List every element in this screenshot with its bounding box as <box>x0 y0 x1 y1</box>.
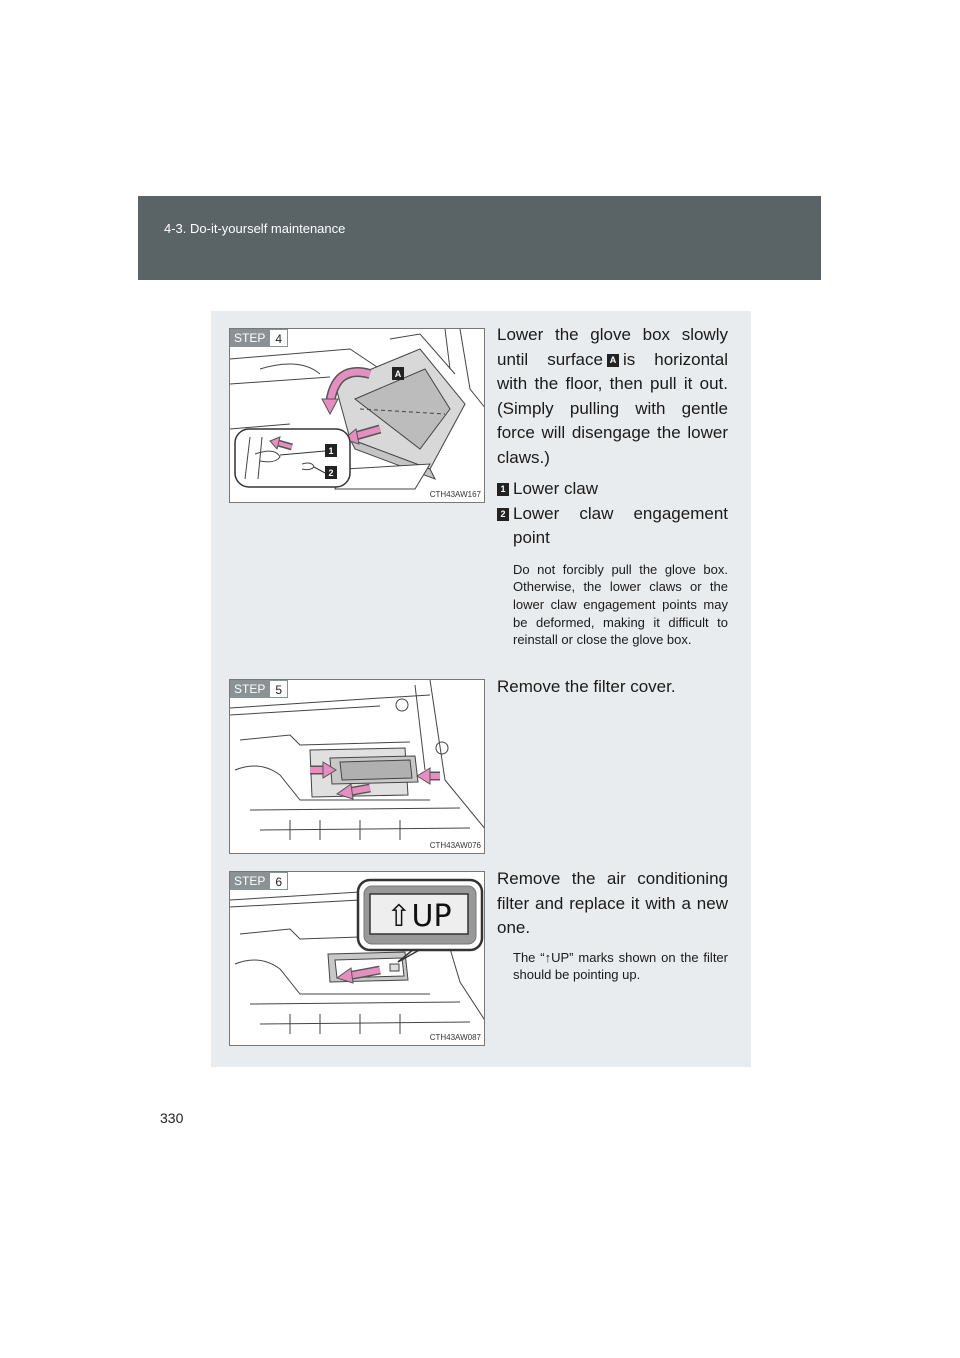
step-tag <box>230 680 288 698</box>
figure-code: CTH43AW087 <box>429 1033 481 1042</box>
item-marker: 2 <box>497 508 509 521</box>
list-item: 2 Lower claw engagement point <box>497 502 728 551</box>
glove-box-illustration <box>230 329 485 503</box>
step-number: 4 <box>269 329 288 347</box>
step-6-figure <box>229 871 485 1046</box>
callout-2-label: 2 <box>328 468 334 478</box>
section-title: 4-3. Do-it-yourself maintenance <box>164 221 346 236</box>
step-label: STEP <box>230 329 269 347</box>
step-4-figure <box>229 328 485 503</box>
step-6-note: The “↑UP” marks shown on the filter should be pointing up. <box>513 949 728 983</box>
step-tag <box>230 329 288 347</box>
step-5-figure <box>229 679 485 854</box>
step-4-text <box>497 323 728 649</box>
step-6-text <box>497 867 728 984</box>
figure-code: CTH43AW167 <box>429 490 481 499</box>
callout-a-label: A <box>394 369 402 379</box>
step-label: STEP <box>230 872 269 890</box>
step-5-instruction: Remove the filter cover. <box>497 677 676 696</box>
step-number: 5 <box>269 680 288 698</box>
air-filter-illustration <box>230 872 485 1046</box>
item-marker: 1 <box>497 483 509 496</box>
list-item: 1 Lower claw <box>497 477 728 502</box>
step-number: 6 <box>269 872 288 890</box>
up-mark-label: ⇧UP <box>386 899 452 934</box>
surface-a-marker: A <box>607 354 619 367</box>
step-4-note: Do not forcibly pull the glove box. Otherwise, the lower claws or the lower claw engagement points may be deformed, making it difficult to reinstall or close the glove box. <box>513 561 728 648</box>
step-label: STEP <box>230 680 269 698</box>
section-header <box>138 196 821 280</box>
instruction-panel <box>211 311 751 1067</box>
callout-1-label: 1 <box>328 446 334 456</box>
step-tag <box>230 872 288 890</box>
page-number: 330 <box>160 1110 184 1126</box>
step-6-instruction: Remove the air conditioning filter and replace it with a new one. <box>497 869 728 937</box>
figure-code: CTH43AW076 <box>429 841 481 850</box>
step-5-text <box>497 675 728 700</box>
filter-cover-illustration <box>230 680 485 854</box>
step-4-instruction: Lower the glove box slowly until surface A is horizontal with the floor, then pull it out. (Simply pulling with gentle force will disengage the lower claws.) <box>497 325 728 467</box>
